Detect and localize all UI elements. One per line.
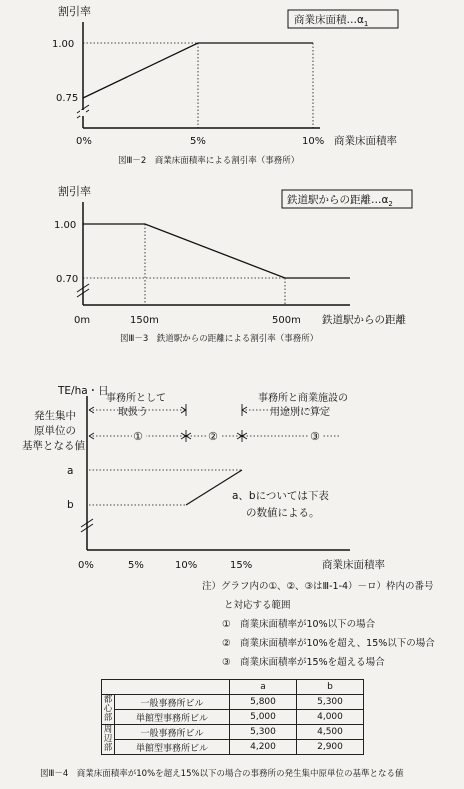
table-cell-building: 一般事務所ビル — [115, 725, 230, 740]
fig2-legend: 商業床面積$\dots\alpha_1$ — [294, 14, 369, 28]
fig4-zone-right-2: 用途別に算定 — [270, 407, 330, 418]
fig4-zone-3: ③ — [310, 430, 320, 443]
fig3-xtick-2: 150m — [130, 315, 159, 326]
fig4-zone-1: ① — [133, 430, 143, 443]
notes-item-3: ③ 商業床面積率が15%を超える場合 — [222, 657, 385, 668]
table-row — [102, 725, 364, 740]
fig4-level-a: a — [67, 465, 74, 477]
fig4-xtick-4: 15% — [230, 560, 253, 571]
table-cell-a: 5,800 — [230, 695, 297, 710]
fig3-ytick-1: 1.00 — [54, 220, 77, 231]
fig3-series-line — [83, 224, 350, 278]
table-group-label: 都 心 部 — [102, 695, 115, 725]
fig2-caption: 図Ⅲ－2 商業床面積率による割引率（事務所） — [118, 156, 300, 166]
fig4-zone-right-1: 事務所と商業施設の — [258, 393, 348, 404]
fig4-xtick-2: 5% — [128, 560, 144, 571]
table-header-b: b — [297, 680, 364, 695]
fig2-ylabel: 割引率 — [58, 5, 91, 18]
notes-item-2: ② 商業床面積率が10%を超え、15%以下の場合 — [222, 638, 435, 649]
fig4-ylabel-2: 原単位の — [34, 425, 76, 437]
fig4-ylabel-1: 発生集中 — [34, 410, 76, 422]
fig4-note-1: a、bについては下表 — [232, 490, 329, 502]
fig2-ytick-2: 0.75 — [56, 93, 79, 104]
fig4-zone-left-1: 事務所として — [106, 393, 166, 404]
table-header-row — [102, 680, 364, 695]
table-cell-b: 4,000 — [297, 710, 364, 725]
fig4-zone-left-2: 取扱う — [118, 407, 148, 418]
table-cell-a: 4,200 — [230, 740, 297, 755]
fig3-xtick-3: 500m — [272, 315, 301, 326]
fig2-ytick-1: 1.00 — [52, 39, 75, 50]
fig3-legend-box — [282, 190, 412, 208]
table-header-a: a — [230, 680, 297, 695]
table-group-label: 周 辺 部 — [102, 725, 115, 755]
fig4-xtick-3: 10% — [175, 560, 198, 571]
table-row — [102, 710, 364, 725]
fig2-xtick-3: 10% — [302, 136, 325, 147]
figure-4-chart — [0, 378, 464, 578]
figure-3-chart — [0, 180, 464, 350]
notes-heading-2: と対応する範囲 — [224, 600, 291, 611]
fig2-xtick-2: 5% — [190, 136, 206, 147]
table-cell-b: 5,300 — [297, 695, 364, 710]
fig3-xlabel: 鉄道駅からの距離 — [322, 314, 406, 326]
figure-4-caption: 図Ⅲ－4 商業床面積率が10%を超え15%以下の場合の事務所の発生集中原単位の基準となる値 — [40, 769, 404, 779]
table-cell-b: 2,900 — [297, 740, 364, 755]
fig4-unit: TE/ha・日 — [58, 385, 109, 397]
fig3-caption: 図Ⅲ－3 鉄道駅からの距離による割引率（事務所） — [120, 334, 319, 344]
table-cell-a: 5,300 — [230, 725, 297, 740]
table-cell-b: 4,500 — [297, 725, 364, 740]
table-cell-building: 単館型事務所ビル — [115, 710, 230, 725]
fig2-xtick-1: 0% — [76, 136, 92, 147]
fig4-zone-2: ② — [208, 430, 218, 443]
fig4-level-b: b — [67, 499, 74, 511]
table-row — [102, 695, 364, 710]
fig2-xlabel: 商業床面積率 — [334, 135, 397, 147]
reference-table — [101, 679, 364, 755]
fig2-legend-box — [288, 10, 398, 28]
fig4-xlabel: 商業床面積率 — [322, 559, 385, 571]
notes-item-1: ① 商業床面積率が10%以下の場合 — [222, 619, 376, 630]
fig3-ytick-2: 0.70 — [56, 274, 79, 285]
fig4-note-2: の数値による。 — [246, 507, 320, 519]
fig3-xtick-1: 0m — [74, 315, 91, 326]
table-row — [102, 740, 364, 755]
table-cell-a: 5,000 — [230, 710, 297, 725]
notes-heading: 注）グラフ内の①、②、③はⅢ-1-4）－ロ）枠内の番号 — [202, 581, 434, 592]
fig3-legend: 鉄道駅からの距離$\dots\alpha_2$ — [287, 194, 393, 208]
fig4-xtick-1: 0% — [78, 560, 94, 571]
fig3-ylabel: 割引率 — [58, 185, 91, 198]
fig4-ylabel-3: 基準となる値 — [22, 440, 85, 452]
table-cell-building: 一般事務所ビル — [115, 695, 230, 710]
figure-2-chart — [0, 0, 464, 170]
table-cell-building: 単館型事務所ビル — [115, 740, 230, 755]
